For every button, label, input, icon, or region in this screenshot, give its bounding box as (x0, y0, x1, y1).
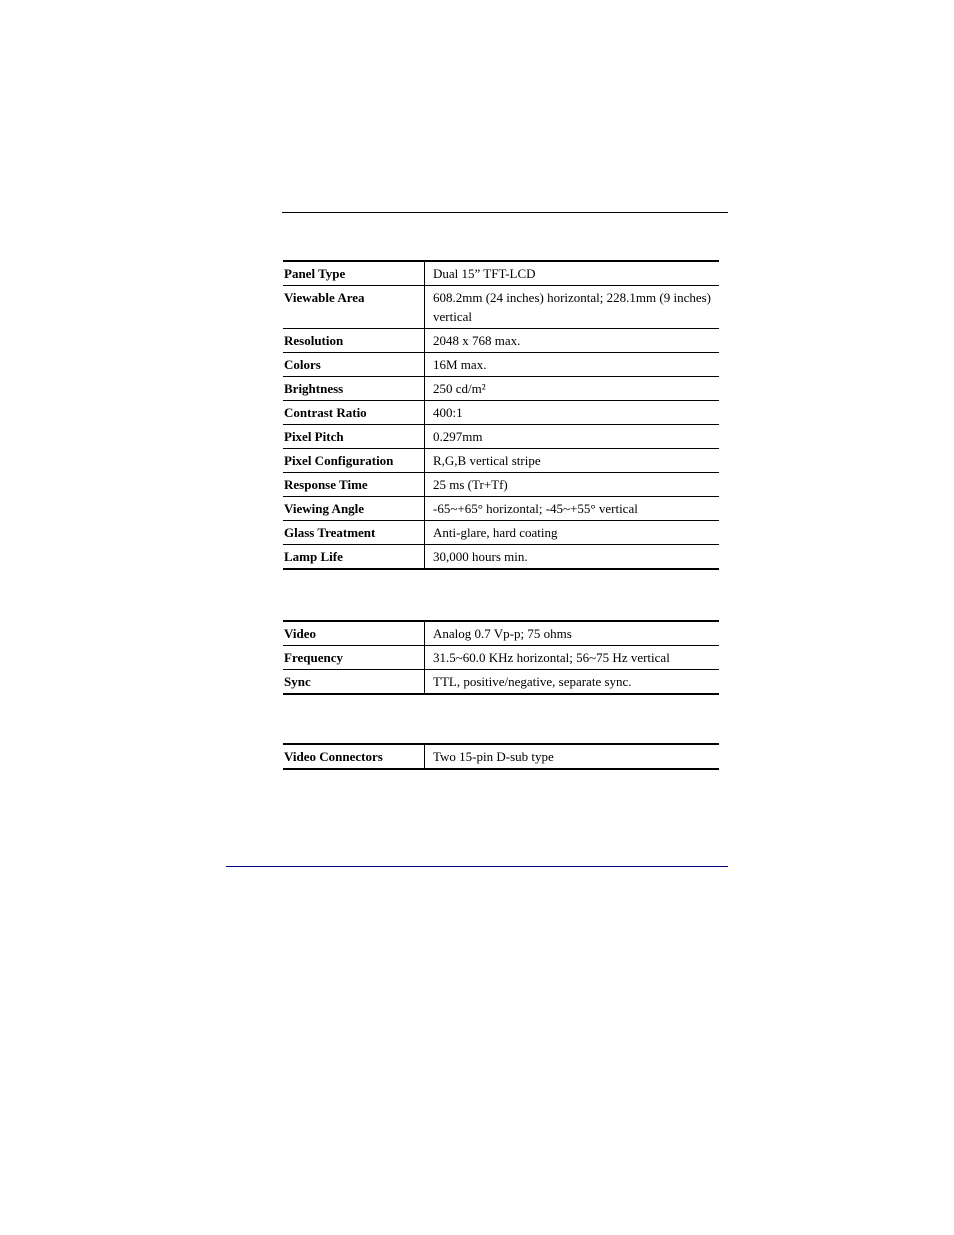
spec-label: Viewing Angle (283, 497, 425, 521)
table-row (283, 329, 719, 353)
spec-value: R,G,B vertical stripe (425, 449, 720, 473)
spec-label: Brightness (283, 377, 425, 401)
table-row (283, 497, 719, 521)
spec-value: Two 15-pin D-sub type (425, 744, 720, 769)
spec-label: Frequency (283, 646, 425, 670)
spec-label: Video (283, 621, 425, 646)
table-row (283, 473, 719, 497)
spec-value: 608.2mm (24 inches) horizontal; 228.1mm (9 inches) vertical (425, 286, 720, 329)
spec-label: Resolution (283, 329, 425, 353)
spec-value: 250 cd/m² (425, 377, 720, 401)
table-row (283, 646, 719, 670)
table-row (283, 521, 719, 545)
table-row (283, 449, 719, 473)
header-rule (282, 212, 728, 213)
spec-label: Lamp Life (283, 545, 425, 570)
connector-specs-table (283, 743, 719, 770)
display-specs-table (283, 260, 719, 570)
spec-label: Glass Treatment (283, 521, 425, 545)
table-row (283, 261, 719, 286)
spec-value: 30,000 hours min. (425, 545, 720, 570)
spec-value: Anti-glare, hard coating (425, 521, 720, 545)
spec-label: Response Time (283, 473, 425, 497)
spec-value: TTL, positive/negative, separate sync. (425, 670, 720, 695)
spec-value: 31.5~60.0 KHz horizontal; 56~75 Hz vertical (425, 646, 720, 670)
table-row (283, 425, 719, 449)
spec-label: Pixel Pitch (283, 425, 425, 449)
spec-label: Colors (283, 353, 425, 377)
spec-label: Video Connectors (283, 744, 425, 769)
table-row (283, 670, 719, 695)
spec-value: 0.297mm (425, 425, 720, 449)
footer-rule (226, 866, 728, 867)
table-row (283, 286, 719, 329)
spec-value: Dual 15” TFT-LCD (425, 261, 720, 286)
spec-value: -65~+65° horizontal; -45~+55° vertical (425, 497, 720, 521)
spec-value: 25 ms (Tr+Tf) (425, 473, 720, 497)
spec-value: 400:1 (425, 401, 720, 425)
table-row (283, 353, 719, 377)
spec-value: Analog 0.7 Vp-p; 75 ohms (425, 621, 720, 646)
table-row (283, 377, 719, 401)
spec-label: Sync (283, 670, 425, 695)
table-row (283, 744, 719, 769)
spec-label: Pixel Configuration (283, 449, 425, 473)
table-row (283, 545, 719, 570)
signal-specs-table (283, 620, 719, 695)
spec-label: Contrast Ratio (283, 401, 425, 425)
spec-value: 16M max. (425, 353, 720, 377)
table-row (283, 401, 719, 425)
spec-value: 2048 x 768 max. (425, 329, 720, 353)
table-row (283, 621, 719, 646)
spec-label: Viewable Area (283, 286, 425, 329)
spec-label: Panel Type (283, 261, 425, 286)
